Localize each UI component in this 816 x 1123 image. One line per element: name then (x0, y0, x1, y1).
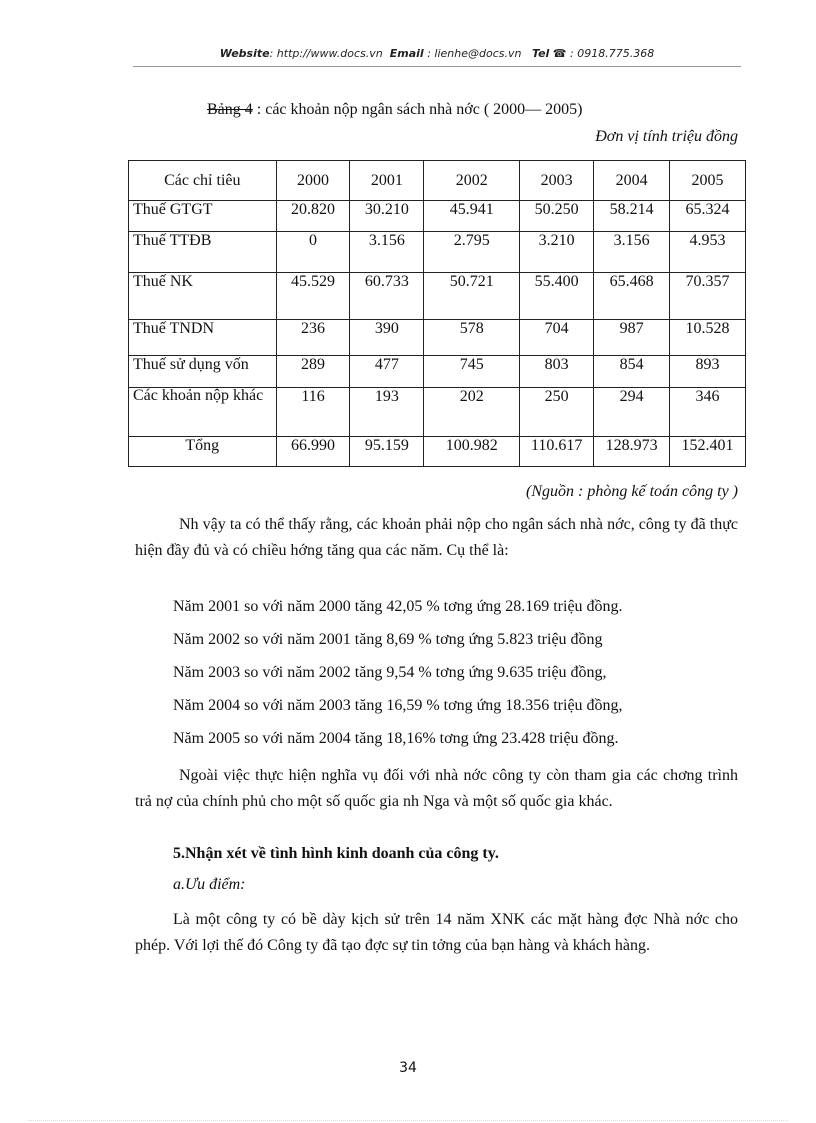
table-row (129, 201, 746, 232)
row-label: Thuế TNDN (129, 320, 277, 356)
row-label: Thuế GTGT (129, 201, 277, 232)
table-row (129, 232, 746, 273)
caption-label: Bảng 4 (207, 101, 253, 118)
header-cell: Các chỉ tiêu (129, 161, 277, 201)
table-cell: 65.468 (594, 273, 670, 320)
table-cell: 578 (424, 320, 520, 356)
email-value: : lienhe@docs.vn (423, 47, 522, 60)
table-cell: 202 (424, 388, 520, 437)
table-cell: 987 (594, 320, 670, 356)
table-cell: 250 (520, 388, 594, 437)
page-bottom-border (28, 1120, 788, 1121)
comparison-line: Năm 2002 so với năm 2001 tăng 8,69 % tơng ứng 5.823 triệu đồng (173, 631, 603, 648)
table-cell: 116 (276, 388, 350, 437)
table-row (129, 320, 746, 356)
tel-label: Tel (531, 47, 550, 60)
row-label: Thuế TTĐB (129, 232, 277, 273)
comparison-line: Năm 2005 so với năm 2004 tăng 18,16% tơng ứng 23.428 triệu đồng. (173, 730, 619, 747)
section-heading: 5.Nhận xét về tình hình kinh doanh của công ty. (173, 845, 499, 862)
table-cell: 70.357 (670, 273, 746, 320)
page-number: 34 (399, 1060, 417, 1076)
table-cell: 289 (276, 356, 350, 388)
row-label: Tổng (129, 437, 277, 467)
table-cell: 55.400 (520, 273, 594, 320)
table-cell: 346 (670, 388, 746, 437)
header-cell: 2005 (670, 161, 746, 201)
table-cell: 193 (350, 388, 424, 437)
email-label: Email (389, 47, 424, 60)
subsection-heading: a.Ưu điểm: (173, 876, 246, 893)
table-cell: 45.941 (424, 201, 520, 232)
source-note: (Nguồn : phòng kế toán công ty ) (526, 483, 738, 500)
table-cell: 294 (594, 388, 670, 437)
table-total-row (129, 437, 746, 467)
header-divider (133, 66, 741, 67)
table-cell: 0 (276, 232, 350, 273)
table-cell: 745 (424, 356, 520, 388)
table-cell: 128.973 (594, 437, 670, 467)
table-cell: 152.401 (670, 437, 746, 467)
header-cell: 2003 (520, 161, 594, 201)
table-cell: 45.529 (276, 273, 350, 320)
unit-note: Đơn vị tính triệu đồng (595, 128, 738, 145)
header-cell: 2001 (350, 161, 424, 201)
table-cell: 390 (350, 320, 424, 356)
paragraph-3: Là một công ty có bề dày kịch sử trên 14 năm XNK các mặt hàng đợc Nhà nớc cho phép. Với lợi thế đó Công ty đã tạo đợc sự tin tởng của bạn hàng và khách hàng. (135, 911, 738, 954)
table-row (129, 356, 746, 388)
table-cell: 3.156 (350, 232, 424, 273)
table-cell: 10.528 (670, 320, 746, 356)
website-label: Website (219, 47, 270, 60)
comparison-line: Năm 2001 so với năm 2000 tăng 42,05 % tơng ứng 28.169 triệu đồng. (173, 598, 623, 615)
table-cell: 893 (670, 356, 746, 388)
table-cell: 3.156 (594, 232, 670, 273)
table-cell: 704 (520, 320, 594, 356)
comparison-line: Năm 2004 so với năm 2003 tăng 16,59 % tơng ứng 18.356 triệu đồng, (173, 697, 623, 714)
table-cell: 803 (520, 356, 594, 388)
row-label: Thuế NK (129, 273, 277, 320)
table-cell: 3.210 (520, 232, 594, 273)
tel-value: ☎ : 0918.775.368 (549, 47, 655, 60)
comparison-line: Năm 2003 so với năm 2002 tăng 9,54 % tơng ứng 9.635 triệu đồng, (173, 664, 607, 681)
table-row (129, 273, 746, 320)
table-cell: 50.250 (520, 201, 594, 232)
header-cell: 2000 (276, 161, 350, 201)
page-header (133, 47, 741, 60)
table-cell: 20.820 (276, 201, 350, 232)
caption-text: : các khoản nộp ngân sách nhà nớc ( 2000— 2005) (252, 101, 583, 118)
budget-table (128, 160, 746, 467)
table-cell: 100.982 (424, 437, 520, 467)
table-cell: 2.795 (424, 232, 520, 273)
paragraph-2: Ngoài việc thực hiện nghĩa vụ đối với nhà nớc công ty còn tham gia các chơng trình trả nợ của chính phủ cho một số quốc gia nh Nga và một số quốc gia khác. (135, 767, 738, 810)
row-label: Thuế sử dụng vốn (129, 356, 277, 388)
paragraph-1: Nh vậy ta có thể thấy rằng, các khoản phải nộp cho ngân sách nhà nớc, công ty đã thực hiện đầy đủ và có chiều hớng tăng qua các năm. Cụ thể là: (135, 516, 738, 559)
website-value: : http://www.docs.vn (269, 47, 383, 60)
table-cell: 854 (594, 356, 670, 388)
table-cell: 58.214 (594, 201, 670, 232)
table-cell: 66.990 (276, 437, 350, 467)
table-cell: 236 (276, 320, 350, 356)
table-row (129, 388, 746, 437)
header-cell: 2004 (594, 161, 670, 201)
table-cell: 60.733 (350, 273, 424, 320)
table-cell: 95.159 (350, 437, 424, 467)
table-cell: 110.617 (520, 437, 594, 467)
row-label: Các khoản nộp khác (129, 388, 277, 437)
table-cell: 477 (350, 356, 424, 388)
table-cell: 4.953 (670, 232, 746, 273)
table-cell: 50.721 (424, 273, 520, 320)
header-cell: 2002 (424, 161, 520, 201)
table-cell: 65.324 (670, 201, 746, 232)
table-cell: 30.210 (350, 201, 424, 232)
table-header-row (129, 161, 746, 201)
table-caption (207, 101, 582, 119)
